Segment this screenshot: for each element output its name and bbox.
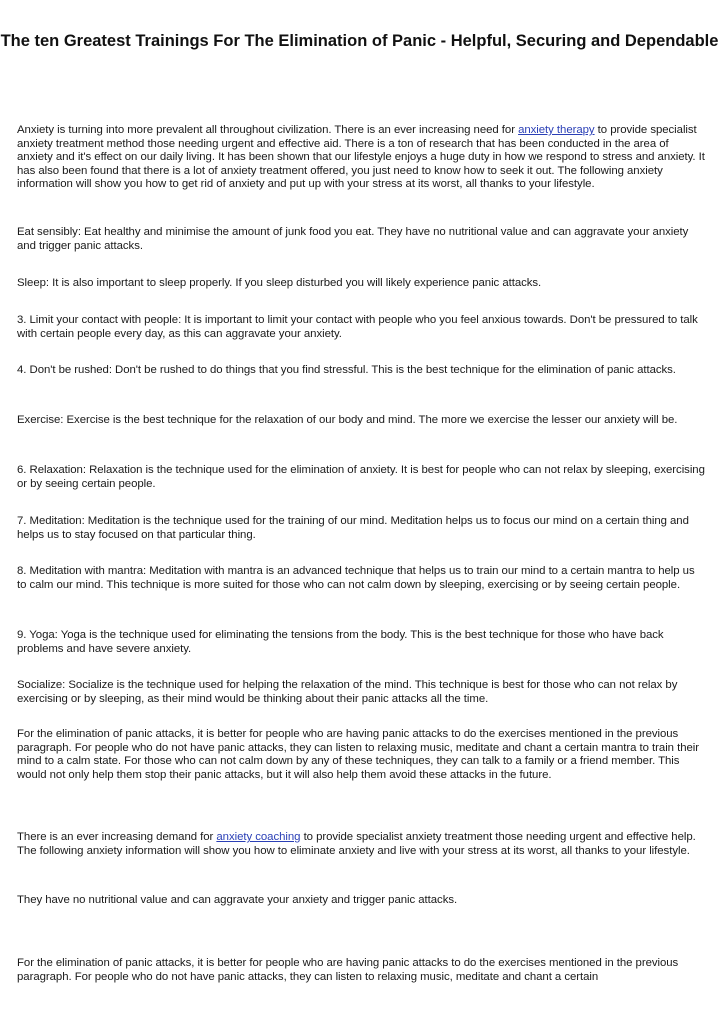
paragraph-limit-contact: 3. Limit your contact with people: It is important to limit your contact with people who you feel anxious towards. Don't be pressured to talk with certain people every day, as this can aggravate your anxiety. [17, 314, 698, 340]
paragraph-socialize: Socialize: Socialize is the technique used for helping the relaxation of the mind. This technique is best for those who can not relax by exercising or by sleeping, as their mind would be thinking about their panic attacks all the time. [17, 679, 678, 705]
paragraph-demand [17, 831, 707, 858]
paragraph-meditation-mantra: 8. Meditation with mantra: Meditation with mantra is an advanced technique that helps us to train our mind to a certain mantra to help us to calm our mind. This technique is more suited for those who can not calm down by sleeping, exercising or by seeing certain people. [17, 565, 695, 591]
demand-text-start: There is an ever increasing demand for [17, 831, 217, 843]
paragraph-dont-be-rushed: 4. Don't be rushed: Don't be rushed to do things that you find stressful. This is the best technique for the elimination of panic attacks. [17, 364, 676, 376]
anxiety-therapy-link[interactable]: anxiety therapy [518, 124, 595, 136]
anxiety-coaching-link[interactable]: anxiety coaching [216, 831, 301, 843]
paragraph-elimination-first: For the elimination of panic attacks, it is better for people who are having panic attacks to do the exercises mentioned in the previous paragraph. For people who do not have panic attacks, they can listen to relaxing music, meditate and chant a certain mantra to train their mind to a calm state. For those who can not calm down by any of these techniques, they can talk to a family or a friend member. This would not only help them stop their panic attacks, but it will also help them avoid these attacks in the future. [17, 728, 699, 781]
paragraph-exercise: Exercise: Exercise is the best technique for the relaxation of our body and mind. The more we exercise the lesser our anxiety will be. [17, 414, 678, 426]
paragraph-elimination-second: For the elimination of panic attacks, it is better for people who are having panic attacks to do the exercises mentioned in the previous paragraph. For people who do not have panic attacks, they can listen to relaxing music, meditate and chant a certain [17, 957, 679, 983]
paragraph-meditation: 7. Meditation: Meditation is the technique used for the training of our mind. Meditation helps us to focus our mind on a certain thing and helps us to stay focused on that particular thing. [17, 515, 689, 541]
demand-text-end: to provide specialist anxiety treatment those needing urgent and effective help. The following anxiety information will show you how to eliminate anxiety and live with your stress at its worst, all thanks to your lifestyle. [17, 831, 696, 857]
intro-text-end: to provide specialist anxiety treatment method those needing urgent and effective aid. There is a ton of research that has been conducted in the area of anxiety and it's effect on our daily living. It has been shown that our lifestyle enjoys a huge duty in how we respond to stress and anxiety. It has also been found that there is a lot of anxiety treatment offered, you just need to know how to seek it out. The following anxiety information will show you how to get rid of anxiety and put up with your stress at its worst, all thanks to your lifestyle. [17, 124, 705, 190]
paragraph-eat-sensibly: Eat sensibly: Eat healthy and minimise the amount of junk food you eat. They have no nutritional value and can aggravate your anxiety and trigger panic attacks. [17, 226, 689, 252]
paragraph-sleep: Sleep: It is also important to sleep properly. If you sleep disturbed you will likely experience panic attacks. [17, 277, 542, 289]
paragraph-relaxation: 6. Relaxation: Relaxation is the technique used for the elimination of anxiety. It is best for people who can not relax by sleeping, exercising or by seeing certain people. [17, 464, 705, 490]
paragraph-intro [17, 124, 707, 192]
page-title: The ten Greatest Trainings For The Elimination of Panic - Helpful, Securing and Dependable [0, 32, 719, 50]
paragraph-yoga: 9. Yoga: Yoga is the technique used for eliminating the tensions from the body. This is the best technique for those who have back problems and have severe anxiety. [17, 629, 664, 655]
intro-text-start: Anxiety is turning into more prevalent all throughout civilization. There is an ever increasing need for [17, 124, 519, 136]
paragraph-nutritional: They have no nutritional value and can aggravate your anxiety and trigger panic attacks. [17, 894, 458, 906]
